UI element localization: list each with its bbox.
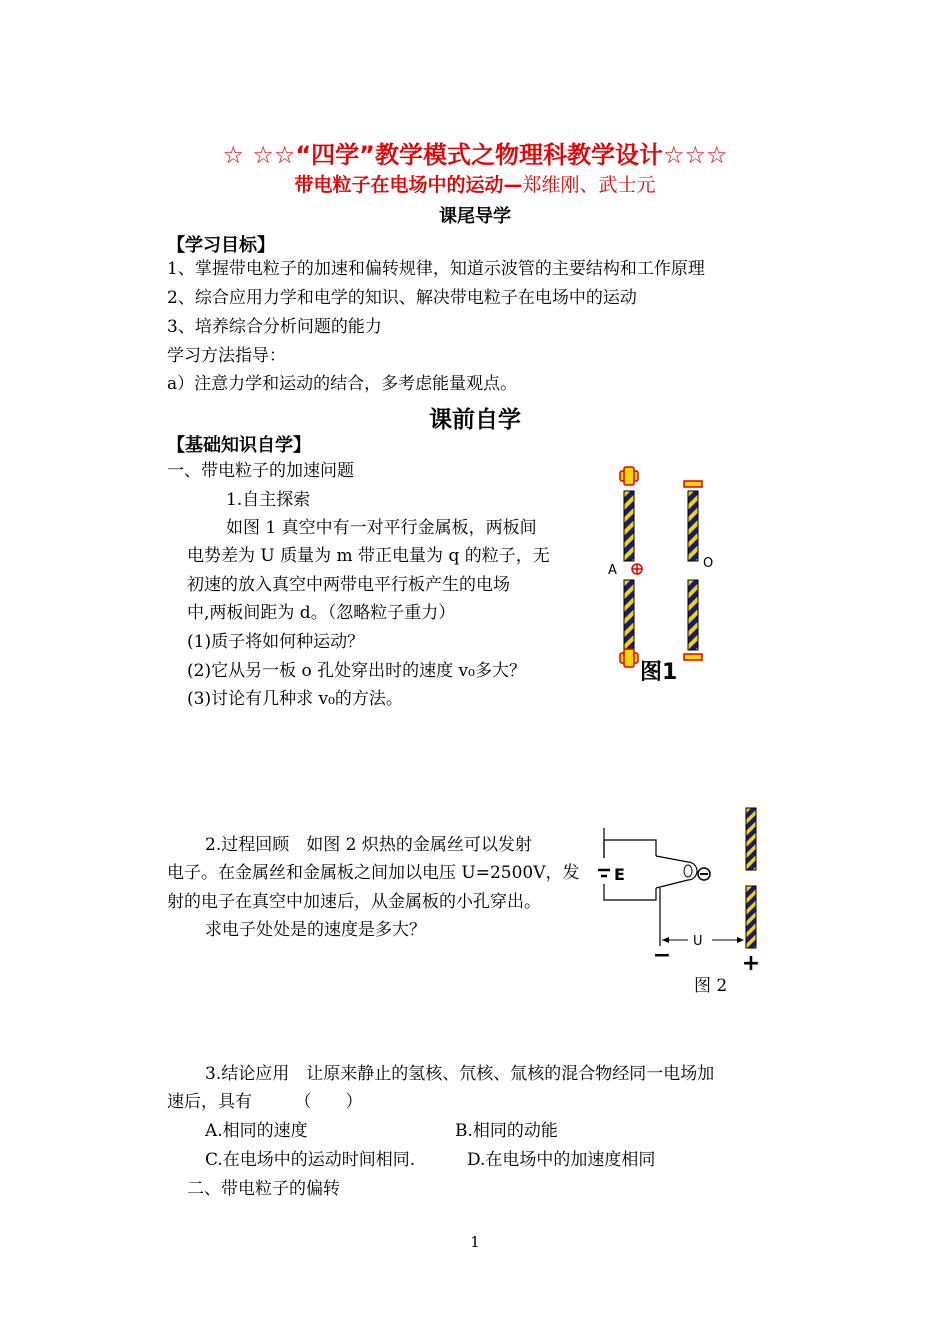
label-e: E xyxy=(614,865,625,884)
goals-heading: 【学习目标】 xyxy=(167,235,275,256)
positive-particle-icon xyxy=(632,564,642,574)
circuit-wire xyxy=(604,840,656,860)
preclass-title: 课前自学 xyxy=(429,407,521,433)
review-line-3: 射的电子在真空中加速后，从金属板的小孔穿出。 xyxy=(167,892,541,912)
question-1: (1)质子将如何种运动？ xyxy=(187,632,365,652)
electron-icon xyxy=(698,868,710,880)
explore-line-4: 中,两板间距为 d。（忽略粒子重力） xyxy=(187,603,456,623)
option-d: D.在电场中的加速度相同 xyxy=(467,1150,656,1170)
explore-line-3: 初速的放入真空中两带电平行板产生的电场 xyxy=(187,575,510,595)
question-3: (3)讨论有几种求 v₀的方法。 xyxy=(187,689,403,709)
part1-title: 一、带电粒子的加速问题 xyxy=(167,461,354,481)
figure-2 xyxy=(596,800,766,1000)
main-title: ☆ ☆☆“四学”教学模式之物理科教学设计☆☆☆ xyxy=(222,141,728,169)
review-line-2: 电子。在金属丝和金属板之间加以电压 U=2500V，发 xyxy=(167,863,580,883)
option-a: A.相同的速度 xyxy=(205,1121,308,1141)
explore-line-1: 如图 1 真空中有一对平行金属板，两板间 xyxy=(226,518,537,538)
minus-sign: − xyxy=(652,943,672,968)
label-u: U xyxy=(693,934,703,949)
question-2: (2)它从另一板 o 孔处穿出时的速度 v₀多大？ xyxy=(187,661,526,681)
right-plate xyxy=(688,491,698,650)
goal-item-3: 3、培养综合分析问题的能力 xyxy=(167,317,382,337)
method-text: a）注意力学和运动的结合，多考虑能量观点。 xyxy=(167,374,518,394)
section-title-ending: 课尾导学 xyxy=(439,206,511,227)
review-line-4: 求电子处处是的速度是多大？ xyxy=(205,920,426,940)
figure-2-caption: 图 2 xyxy=(694,976,728,996)
review-line-1: 2.过程回顾 如图 2 炽热的金属丝可以发射 xyxy=(205,835,532,855)
label-o: O xyxy=(703,556,714,571)
circuit-wire xyxy=(604,840,656,900)
apply-line-2: 速后，具有 （ ） xyxy=(167,1092,363,1112)
subtitle-topic: 带电粒子在电场中的运动— xyxy=(294,174,523,196)
basics-heading: 【基础知识自学】 xyxy=(167,435,311,456)
subtitle-authors: 郑维刚、武士元 xyxy=(522,174,656,196)
goal-item-1: 1、掌握带电粒子的加速和偏转规律，知道示波管的主要结构和工作原理 xyxy=(167,259,705,279)
subtitle xyxy=(0,174,950,196)
plus-terminal-icon xyxy=(620,649,638,667)
part2-title: 二、带电粒子的偏转 xyxy=(187,1179,340,1199)
plus-terminal-icon xyxy=(620,467,638,485)
figure-1-caption: 图1 xyxy=(640,660,678,685)
option-b: B.相同的动能 xyxy=(455,1121,558,1141)
figure-1 xyxy=(600,465,725,690)
plus-sign: + xyxy=(741,951,761,976)
minus-terminal-icon xyxy=(684,654,702,660)
filament-icon xyxy=(656,856,697,888)
apply-line-1: 3.结论应用 让原来静止的氢核、氘核、氚核的混合物经同一电场加 xyxy=(205,1064,715,1084)
minus-terminal-icon xyxy=(684,481,702,487)
method-label: 学习方法指导： xyxy=(167,346,286,366)
option-c: C.在电场中的运动时间相同. xyxy=(205,1150,416,1170)
label-a: A xyxy=(608,563,617,578)
page-number: 1 xyxy=(470,1233,480,1251)
explore-title: 1.自主探索 xyxy=(226,490,311,510)
goal-item-2: 2、综合应用力学和电学的知识、解决带电粒子在电场中的运动 xyxy=(167,288,637,308)
metal-plate xyxy=(746,808,756,948)
explore-line-2: 电势差为 U 质量为 m 带正电量为 q 的粒子，无 xyxy=(187,546,550,566)
